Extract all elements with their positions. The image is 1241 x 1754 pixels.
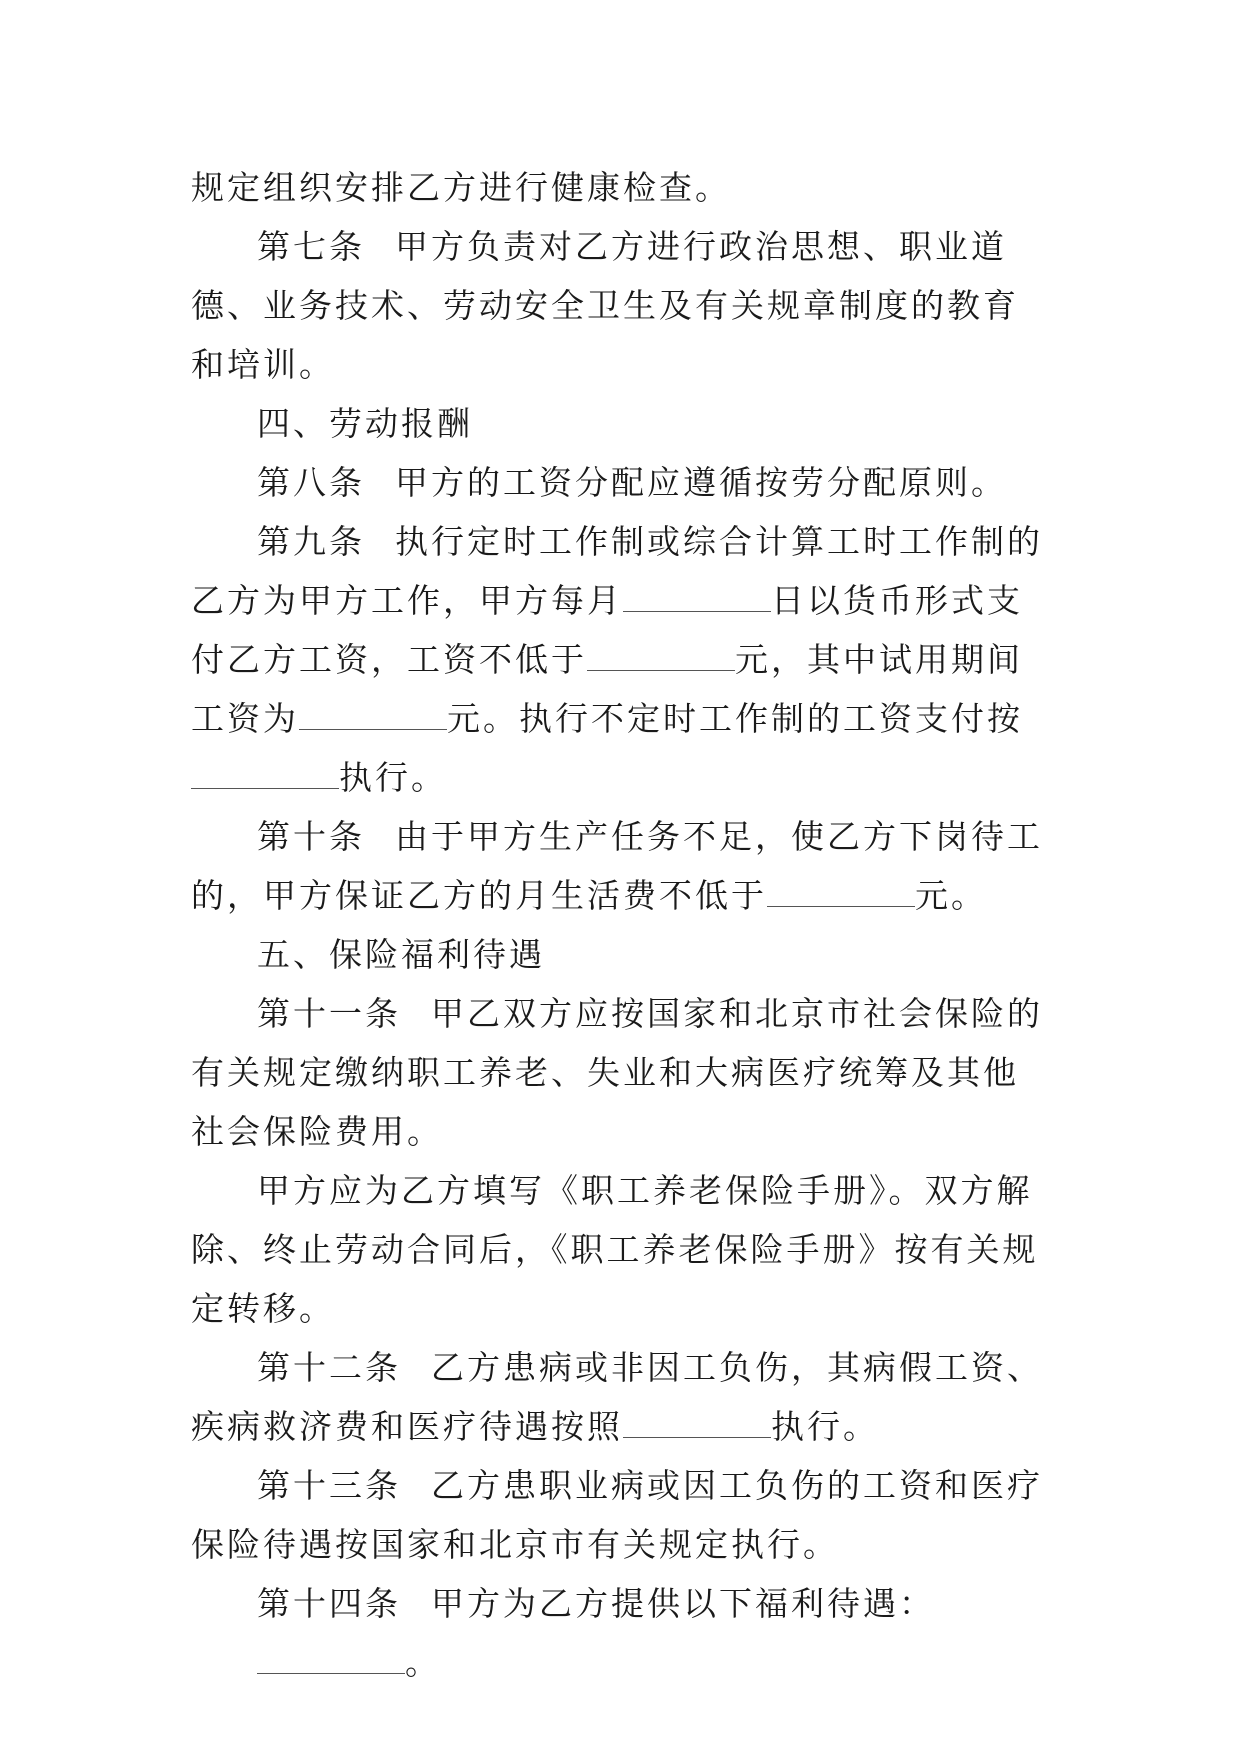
article-text: 乙方患病或非因工负伤，其病假工资、疾病救济费和医疗待遇按照 [191, 1348, 1043, 1446]
paragraph-welfare-blank [191, 1633, 1051, 1692]
article-14 [191, 1574, 1051, 1633]
article-text: 由于甲方生产任务不足，使乙方下岗待工的，甲方保证乙方的月生活费不低于 [191, 817, 1043, 915]
fill-blank-irregular-pay[interactable] [191, 764, 339, 789]
article-text: 元，其中试用期间工资为 [191, 640, 1023, 738]
article-text: 元。 [915, 876, 987, 915]
paragraph-text: 。 [405, 1643, 441, 1682]
article-text: 甲方的工资分配应遵循按劳分配原则。 [395, 463, 1007, 502]
article-number: 第十一条 [257, 994, 401, 1033]
article-text: 乙方患职业病或因工负伤的工资和医疗保险待遇按国家和北京市有关规定执行。 [191, 1466, 1043, 1564]
article-text: 元。执行不定时工作制的工资支付按 [447, 699, 1023, 738]
article-text: 日以货币形式支付乙方工资，工资不低于 [191, 581, 1023, 679]
paragraph-text: 规定组织安排乙方进行健康检查。 [191, 168, 731, 207]
section-heading-4 [191, 394, 1051, 453]
fill-blank-welfare[interactable] [257, 1649, 405, 1674]
article-12 [191, 1338, 1051, 1456]
paragraph-health-check [191, 158, 1051, 217]
article-7 [191, 217, 1051, 394]
document-body [191, 158, 1051, 1692]
article-text: 甲方为乙方提供以下福利待遇： [431, 1584, 935, 1623]
article-11 [191, 984, 1051, 1161]
article-text: 执行定时工作制或综合计算工时工作制的乙方为甲方工作，甲方每月 [191, 522, 1043, 620]
article-text: 执行。 [771, 1407, 879, 1446]
article-9 [191, 512, 1051, 807]
article-number: 第十四条 [257, 1584, 401, 1623]
paragraph-pension-handbook [191, 1161, 1051, 1338]
paragraph-text: 甲方应为乙方填写《职工养老保险手册》。双方解除、终止劳动合同后，《职工养老保险手册》按有关规定转移。 [191, 1171, 1039, 1328]
article-number: 第十二条 [257, 1348, 401, 1387]
fill-blank-living-allowance[interactable] [767, 882, 915, 907]
article-text: 甲方负责对乙方进行政治思想、职业道德、业务技术、劳动安全卫生及有关规章制度的教育和培训。 [191, 227, 1019, 384]
section-heading-5 [191, 925, 1051, 984]
section-heading-text: 五、保险福利待遇 [257, 935, 545, 974]
article-10 [191, 807, 1051, 925]
article-number: 第十三条 [257, 1466, 401, 1505]
fill-blank-probation-wage[interactable] [299, 705, 447, 730]
article-text: 甲乙双方应按国家和北京市社会保险的有关规定缴纳职工养老、失业和大病医疗统筹及其他社会保险费用。 [191, 994, 1043, 1151]
fill-blank-min-wage[interactable] [587, 646, 735, 671]
article-number: 第十条 [257, 817, 365, 856]
fill-blank-sick-leave-standard[interactable] [623, 1413, 771, 1438]
fill-blank-pay-day[interactable] [623, 587, 771, 612]
article-13 [191, 1456, 1051, 1574]
article-number: 第八条 [257, 463, 365, 502]
article-number: 第七条 [257, 227, 365, 266]
article-number: 第九条 [257, 522, 365, 561]
section-heading-text: 四、劳动报酬 [257, 404, 473, 443]
article-8 [191, 453, 1051, 512]
article-text: 执行。 [339, 758, 447, 797]
